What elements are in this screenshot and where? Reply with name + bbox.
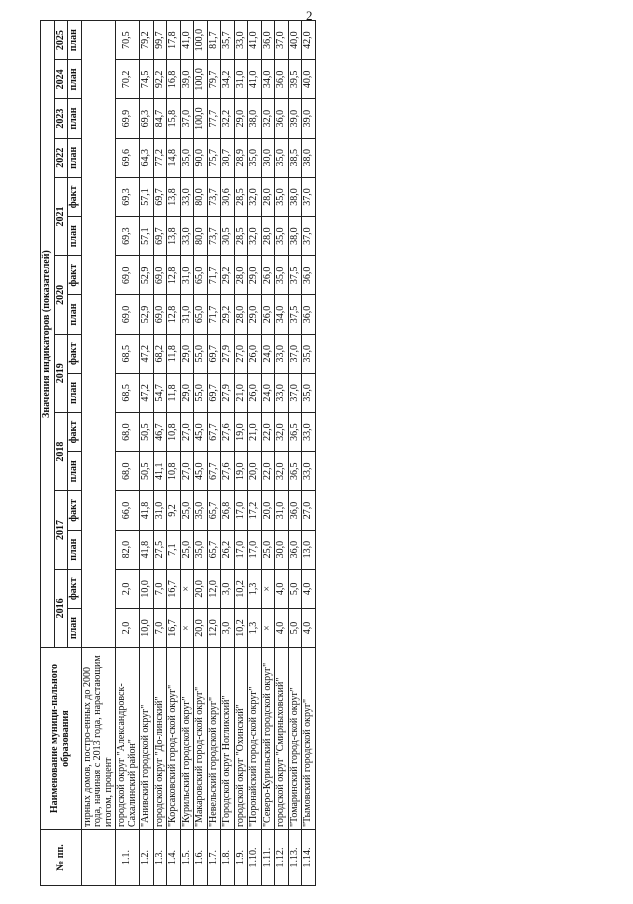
plan-label: план — [68, 295, 82, 334]
value-cell: 34,0 — [275, 295, 289, 334]
value-cell: 39,0 — [302, 99, 316, 138]
row-number: 1.11. — [261, 830, 275, 886]
value-cell: 27,0 — [180, 452, 194, 491]
value-cell: 69,7 — [153, 177, 167, 216]
value-cell: 16,7 — [167, 569, 181, 608]
value-cell: 26,8 — [221, 491, 235, 530]
value-cell: 90,0 — [194, 138, 208, 177]
value-cell: 38,0 — [288, 177, 302, 216]
value-cell: 1,3 — [248, 569, 262, 608]
value-cell: 36,0 — [302, 295, 316, 334]
value-cell: 69,9 — [116, 99, 140, 138]
value-cell: 84,7 — [153, 99, 167, 138]
fact-label: факт — [68, 256, 82, 295]
value-cell: 32,2 — [221, 99, 235, 138]
municipality-name: "Курильский городской округ" — [180, 648, 194, 830]
value-cell: 24,0 — [261, 334, 275, 373]
value-cell: 17,8 — [167, 21, 181, 60]
value-cell: 39,0 — [288, 99, 302, 138]
value-cell: 38,0 — [288, 217, 302, 256]
value-cell: 29,0 — [248, 295, 262, 334]
value-cell: 79,2 — [140, 21, 154, 60]
value-cell: 69,7 — [207, 334, 221, 373]
value-cell: 68,5 — [116, 334, 140, 373]
value-cell: 28,0 — [261, 177, 275, 216]
value-cell: 17,0 — [234, 491, 248, 530]
value-cell: 31,0 — [275, 491, 289, 530]
value-cell: 47,2 — [140, 334, 154, 373]
value-cell: 80,0 — [194, 177, 208, 216]
value-cell: 99,7 — [153, 21, 167, 60]
value-cell: 25,0 — [180, 530, 194, 569]
value-cell: 82,0 — [116, 530, 140, 569]
municipality-name: "Городской округ Ногликский" — [221, 648, 235, 830]
value-cell: 69,6 — [116, 138, 140, 177]
table-row — [207, 21, 221, 886]
value-cell: 30,5 — [221, 217, 235, 256]
value-cell: 35,0 — [275, 138, 289, 177]
value-cell: 37,5 — [288, 256, 302, 295]
header-values-group: Значения индикаторов (показателей) — [41, 21, 55, 648]
value-cell: 92,2 — [153, 60, 167, 99]
value-cell: 37,0 — [288, 373, 302, 412]
value-cell: 69,3 — [116, 217, 140, 256]
value-cell: 25,0 — [180, 491, 194, 530]
value-cell: 68,2 — [153, 334, 167, 373]
value-cell: 34,2 — [221, 60, 235, 99]
fact-label: факт — [68, 569, 82, 608]
table-row — [288, 21, 302, 886]
value-cell: 11,8 — [167, 334, 181, 373]
value-cell: 24,0 — [261, 373, 275, 412]
value-cell: 20,0 — [194, 608, 208, 647]
municipality-name: "Поронайский город-ской округ" — [248, 648, 262, 830]
value-cell: 37,0 — [302, 177, 316, 216]
value-cell: 7,0 — [153, 608, 167, 647]
value-cell: 35,7 — [221, 21, 235, 60]
fact-label: факт — [68, 334, 82, 373]
table-row — [140, 21, 154, 886]
table-row — [302, 21, 316, 886]
value-cell: 27,0 — [302, 491, 316, 530]
value-cell: 2,0 — [116, 608, 140, 647]
municipality-name: городской округ "До-линский" — [153, 648, 167, 830]
value-cell: 12,0 — [207, 569, 221, 608]
value-cell: × — [180, 608, 194, 647]
value-cell: 16,7 — [167, 608, 181, 647]
value-cell: 69,0 — [116, 256, 140, 295]
value-cell: 1,3 — [248, 608, 262, 647]
value-cell: 29,0 — [248, 256, 262, 295]
value-cell: 3,0 — [221, 608, 235, 647]
value-cell: 69,7 — [153, 217, 167, 256]
value-cell: 52,9 — [140, 256, 154, 295]
value-cell: 65,7 — [207, 530, 221, 569]
table-row — [221, 21, 235, 886]
value-cell: 28,9 — [234, 138, 248, 177]
municipality-name: "Анивский городской округ" — [140, 648, 154, 830]
plan-label: план — [68, 608, 82, 647]
year-2021: 2021 — [54, 177, 68, 255]
value-cell: 57,1 — [140, 217, 154, 256]
table-row — [275, 21, 289, 886]
value-cell: 65,0 — [194, 295, 208, 334]
value-cell: 75,7 — [207, 138, 221, 177]
value-cell: 46,7 — [153, 412, 167, 451]
table-row — [167, 21, 181, 886]
municipality-name: "Макаровский город-ской округ" — [194, 648, 208, 830]
value-cell: 29,0 — [180, 373, 194, 412]
value-cell: 35,0 — [194, 491, 208, 530]
year-2017: 2017 — [54, 491, 68, 569]
value-cell: 5,0 — [288, 569, 302, 608]
value-cell: 36,0 — [261, 21, 275, 60]
value-cell: 31,0 — [180, 256, 194, 295]
table-row — [180, 21, 194, 886]
table-row — [248, 21, 262, 886]
value-cell: 35,0 — [275, 217, 289, 256]
value-cell: 36,0 — [275, 99, 289, 138]
value-cell: 17,0 — [248, 530, 262, 569]
row-number: 1.6. — [194, 830, 208, 886]
value-cell: 28,0 — [234, 256, 248, 295]
value-cell: 11,8 — [167, 373, 181, 412]
value-cell: 77,7 — [207, 99, 221, 138]
value-cell: 4,0 — [275, 608, 289, 647]
value-cell: 100,0 — [194, 60, 208, 99]
value-cell: 40,0 — [288, 21, 302, 60]
value-cell: 27,0 — [234, 334, 248, 373]
plan-label: план — [68, 530, 82, 569]
value-cell: 65,7 — [207, 491, 221, 530]
value-cell: 41,8 — [140, 491, 154, 530]
value-cell: 26,0 — [248, 373, 262, 412]
value-cell: 36,5 — [288, 412, 302, 451]
value-cell: 55,0 — [194, 373, 208, 412]
value-cell: 26,0 — [261, 295, 275, 334]
value-cell: 29,2 — [221, 295, 235, 334]
value-cell: 17,0 — [234, 530, 248, 569]
plan-label: план — [68, 452, 82, 491]
value-cell: 65,0 — [194, 256, 208, 295]
value-cell: 2,0 — [116, 569, 140, 608]
value-cell: 21,0 — [248, 412, 262, 451]
year-2024: 2024 — [54, 60, 68, 99]
value-cell: 12,8 — [167, 256, 181, 295]
municipality-name: "Тымовский городской округ" — [302, 648, 316, 830]
municipality-name: городской округ "Александровск-Сахалинский район" — [116, 648, 140, 830]
value-cell: 26,2 — [221, 530, 235, 569]
value-cell: 30,0 — [261, 138, 275, 177]
value-cell: 35,0 — [180, 138, 194, 177]
value-cell: 73,7 — [207, 217, 221, 256]
value-cell: 28,0 — [261, 217, 275, 256]
value-cell: 80,0 — [194, 217, 208, 256]
value-cell: 28,5 — [234, 177, 248, 216]
value-cell: × — [261, 569, 275, 608]
value-cell: 33,0 — [302, 412, 316, 451]
intro-row-text: тирных домов, постро-енных до 2000 года, начиная с 2013 года, нарастающим итогом, процент — [81, 648, 116, 830]
value-cell: 54,7 — [153, 373, 167, 412]
value-cell: 33,0 — [180, 217, 194, 256]
plan-label: план — [68, 99, 82, 138]
year-2019: 2019 — [54, 334, 68, 412]
value-cell: 37,0 — [275, 21, 289, 60]
value-cell: 41,0 — [180, 21, 194, 60]
value-cell: 68,0 — [116, 452, 140, 491]
value-cell: 7,1 — [167, 530, 181, 569]
value-cell: 26,0 — [261, 256, 275, 295]
year-2023: 2023 — [54, 99, 68, 138]
value-cell: 33,0 — [180, 177, 194, 216]
value-cell: 10,0 — [140, 608, 154, 647]
value-cell: 37,0 — [180, 99, 194, 138]
year-2022: 2022 — [54, 138, 68, 177]
value-cell: 67,7 — [207, 452, 221, 491]
value-cell: 7,0 — [153, 569, 167, 608]
value-cell: 13,0 — [302, 530, 316, 569]
row-number: 1.12. — [275, 830, 289, 886]
plan-label: план — [68, 21, 82, 60]
value-cell: 68,0 — [116, 412, 140, 451]
indicators-table — [40, 20, 316, 886]
value-cell: 74,5 — [140, 60, 154, 99]
row-number: 1.2. — [140, 830, 154, 886]
value-cell: 4,0 — [302, 569, 316, 608]
value-cell: 29,2 — [221, 256, 235, 295]
value-cell: 4,0 — [302, 608, 316, 647]
fact-label: факт — [68, 491, 82, 530]
value-cell: 31,0 — [234, 60, 248, 99]
value-cell: 16,8 — [167, 60, 181, 99]
value-cell: 70,2 — [116, 60, 140, 99]
value-cell: 10,0 — [140, 569, 154, 608]
value-cell: 22,0 — [261, 412, 275, 451]
value-cell: 32,0 — [248, 217, 262, 256]
row-number: 1.4. — [167, 830, 181, 886]
value-cell: 19,0 — [234, 452, 248, 491]
value-cell: × — [180, 569, 194, 608]
row-number: 1.9. — [234, 830, 248, 886]
table-row — [116, 21, 140, 886]
header-municipality: Наименование муници-пального образования — [41, 648, 82, 830]
value-cell: 73,7 — [207, 177, 221, 216]
value-cell: 70,5 — [116, 21, 140, 60]
value-cell: 41,8 — [140, 530, 154, 569]
value-cell: 39,5 — [288, 60, 302, 99]
value-cell: 36,0 — [288, 530, 302, 569]
year-2016: 2016 — [54, 569, 68, 647]
intro-row — [81, 21, 116, 886]
value-cell: 13,8 — [167, 177, 181, 216]
value-cell: 10,8 — [167, 412, 181, 451]
value-cell: 10,8 — [167, 452, 181, 491]
value-cell: 71,7 — [207, 256, 221, 295]
value-cell: 19,0 — [234, 412, 248, 451]
value-cell: × — [261, 608, 275, 647]
value-cell: 37,0 — [302, 217, 316, 256]
fact-label: факт — [68, 177, 82, 216]
value-cell: 20,0 — [261, 491, 275, 530]
value-cell: 31,0 — [153, 491, 167, 530]
municipality-name: "Невельский городской округ" — [207, 648, 221, 830]
municipality-name: "Корсаковский город-ской округ" — [167, 648, 181, 830]
value-cell: 3,0 — [221, 569, 235, 608]
municipality-name: городской округ "Смирныховский" — [275, 648, 289, 830]
value-cell: 38,5 — [288, 138, 302, 177]
value-cell: 12,8 — [167, 295, 181, 334]
value-cell: 68,5 — [116, 373, 140, 412]
value-cell: 27,9 — [221, 373, 235, 412]
table-row — [194, 21, 208, 886]
value-cell: 79,7 — [207, 60, 221, 99]
table-row — [153, 21, 167, 886]
value-cell: 37,5 — [288, 295, 302, 334]
value-cell: 30,7 — [221, 138, 235, 177]
value-cell: 33,0 — [234, 21, 248, 60]
value-cell: 5,0 — [288, 608, 302, 647]
value-cell: 81,7 — [207, 21, 221, 60]
value-cell: 47,2 — [140, 373, 154, 412]
value-cell: 69,7 — [207, 373, 221, 412]
year-2018: 2018 — [54, 412, 68, 490]
table-row — [261, 21, 275, 886]
value-cell: 36,0 — [302, 256, 316, 295]
value-cell: 4,0 — [275, 569, 289, 608]
value-cell: 38,0 — [248, 99, 262, 138]
value-cell: 30,6 — [221, 177, 235, 216]
value-cell: 69,3 — [116, 177, 140, 216]
value-cell: 35,0 — [194, 530, 208, 569]
value-cell: 57,1 — [140, 177, 154, 216]
value-cell: 69,0 — [153, 256, 167, 295]
value-cell: 41,1 — [153, 452, 167, 491]
value-cell: 69,3 — [140, 99, 154, 138]
municipality-name: "Томаринский город-ской округ" — [288, 648, 302, 830]
value-cell: 14,8 — [167, 138, 181, 177]
value-cell: 29,0 — [234, 99, 248, 138]
value-cell: 67,7 — [207, 412, 221, 451]
value-cell: 30,0 — [275, 530, 289, 569]
value-cell: 27,5 — [153, 530, 167, 569]
value-cell: 36,5 — [288, 452, 302, 491]
value-cell: 35,0 — [275, 177, 289, 216]
value-cell: 52,9 — [140, 295, 154, 334]
value-cell: 27,9 — [221, 334, 235, 373]
value-cell: 33,0 — [275, 334, 289, 373]
value-cell: 35,0 — [302, 373, 316, 412]
value-cell: 50,5 — [140, 452, 154, 491]
value-cell: 41,0 — [248, 21, 262, 60]
value-cell: 33,0 — [302, 452, 316, 491]
row-number: 1.10. — [248, 830, 262, 886]
municipality-name: "Северо-Курильский городской округ" — [261, 648, 275, 830]
value-cell: 64,3 — [140, 138, 154, 177]
value-cell: 20,0 — [194, 569, 208, 608]
value-cell: 42,0 — [302, 21, 316, 60]
value-cell: 40,0 — [302, 60, 316, 99]
value-cell: 21,0 — [234, 373, 248, 412]
value-cell: 9,2 — [167, 491, 181, 530]
value-cell: 32,0 — [248, 177, 262, 216]
value-cell: 35,0 — [248, 138, 262, 177]
value-cell: 27,6 — [221, 412, 235, 451]
row-number: 1.14. — [302, 830, 316, 886]
page-number: 2 — [306, 8, 313, 23]
value-cell: 10,2 — [234, 608, 248, 647]
value-cell: 45,0 — [194, 452, 208, 491]
value-cell: 22,0 — [261, 452, 275, 491]
value-cell: 37,0 — [288, 334, 302, 373]
value-cell: 31,0 — [180, 295, 194, 334]
value-cell: 33,0 — [275, 373, 289, 412]
value-cell: 12,0 — [207, 608, 221, 647]
row-number: 1.1. — [116, 830, 140, 886]
header-no: № пп. — [41, 830, 82, 886]
municipality-name: городской округ "Охинский" — [234, 648, 248, 830]
year-2020: 2020 — [54, 256, 68, 334]
fact-label: факт — [68, 412, 82, 451]
value-cell: 26,0 — [248, 334, 262, 373]
table-row — [234, 21, 248, 886]
value-cell: 39,0 — [180, 60, 194, 99]
value-cell: 66,0 — [116, 491, 140, 530]
value-cell: 32,0 — [275, 452, 289, 491]
value-cell: 27,0 — [180, 412, 194, 451]
value-cell: 27,6 — [221, 452, 235, 491]
value-cell: 28,0 — [234, 295, 248, 334]
value-cell: 100,0 — [194, 21, 208, 60]
value-cell: 13,8 — [167, 217, 181, 256]
plan-label: план — [68, 373, 82, 412]
value-cell: 32,0 — [261, 99, 275, 138]
row-number: 1.8. — [221, 830, 235, 886]
value-cell: 10,2 — [234, 569, 248, 608]
row-number: 1.7. — [207, 830, 221, 886]
value-cell: 34,0 — [261, 60, 275, 99]
value-cell: 36,0 — [288, 491, 302, 530]
value-cell: 17,2 — [248, 491, 262, 530]
value-cell: 29,0 — [180, 334, 194, 373]
plan-label: план — [68, 60, 82, 99]
value-cell: 69,0 — [153, 295, 167, 334]
value-cell: 41,0 — [248, 60, 262, 99]
plan-label: план — [68, 138, 82, 177]
value-cell: 15,8 — [167, 99, 181, 138]
value-cell: 55,0 — [194, 334, 208, 373]
value-cell: 25,0 — [261, 530, 275, 569]
value-cell: 77,2 — [153, 138, 167, 177]
row-number: 1.3. — [153, 830, 167, 886]
value-cell: 71,7 — [207, 295, 221, 334]
value-cell: 100,0 — [194, 99, 208, 138]
year-2025: 2025 — [54, 21, 68, 60]
value-cell: 28,5 — [234, 217, 248, 256]
value-cell: 45,0 — [194, 412, 208, 451]
value-cell: 20,0 — [248, 452, 262, 491]
value-cell: 69,0 — [116, 295, 140, 334]
row-number: 1.13. — [288, 830, 302, 886]
value-cell: 50,5 — [140, 412, 154, 451]
value-cell: 36,0 — [275, 60, 289, 99]
value-cell: 35,0 — [302, 334, 316, 373]
value-cell: 32,0 — [275, 412, 289, 451]
value-cell: 38,0 — [302, 138, 316, 177]
plan-label: план — [68, 217, 82, 256]
row-number: 1.5. — [180, 830, 194, 886]
value-cell: 35,0 — [275, 256, 289, 295]
